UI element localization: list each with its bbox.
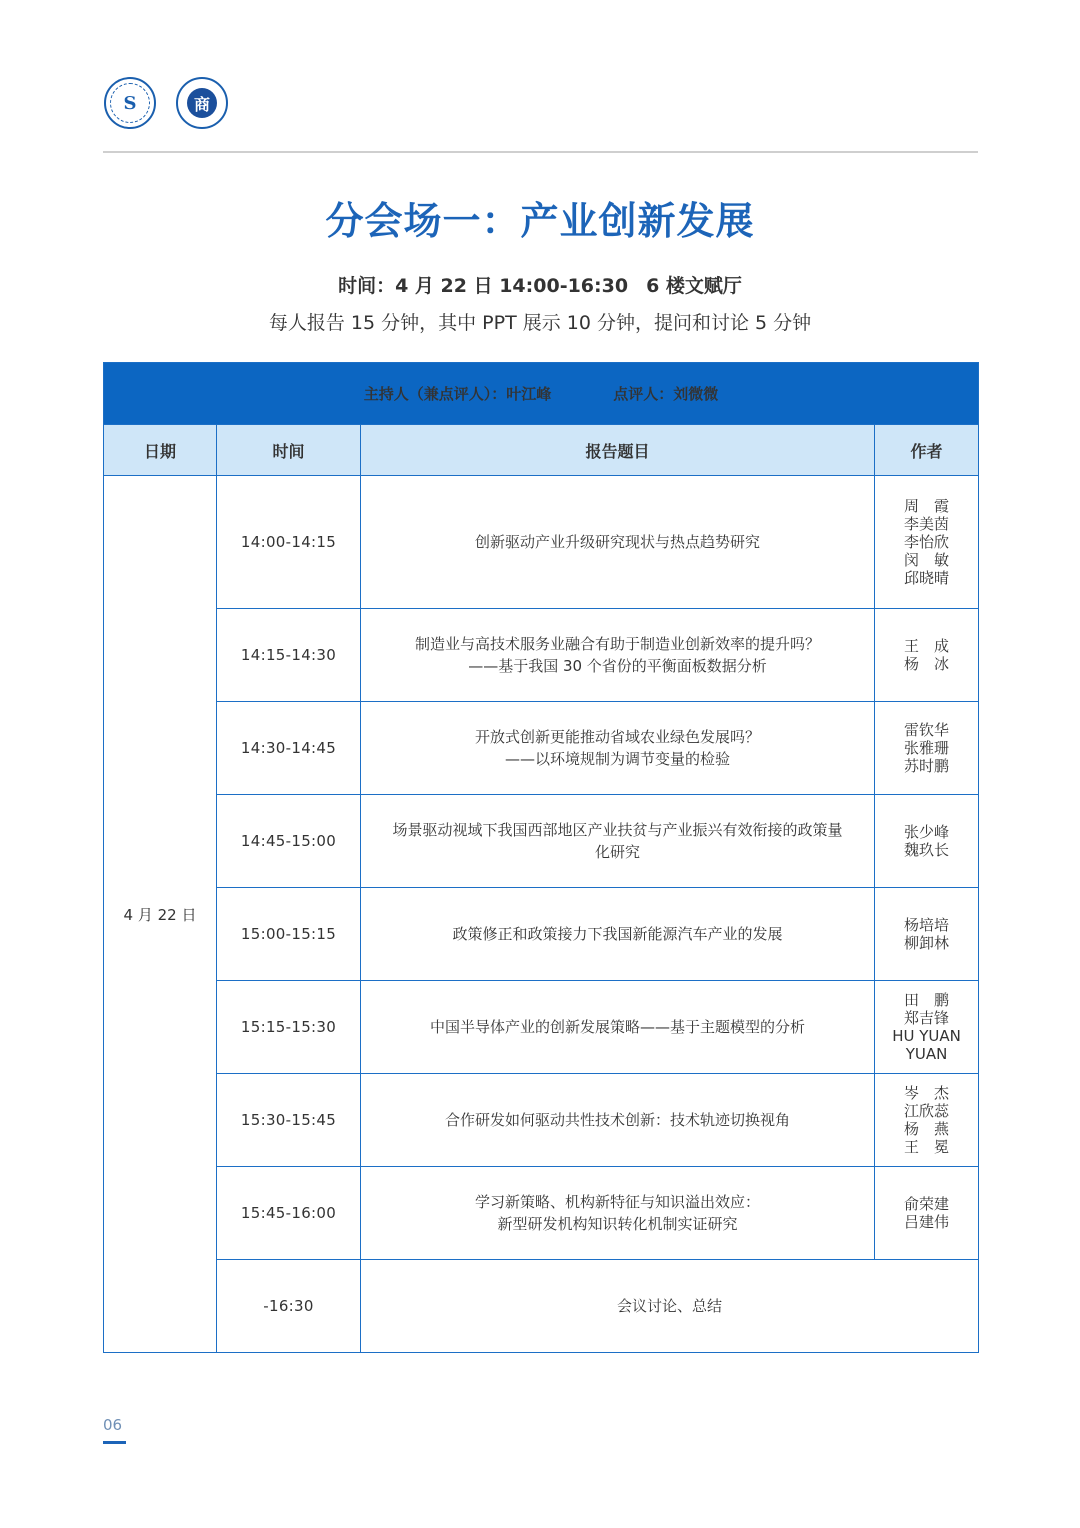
topic-cell <box>361 888 875 981</box>
session-time: 时间：4 月 22 日 14:00-16:30 <box>338 275 629 297</box>
table-row <box>104 795 979 888</box>
society-logo-glyph: S <box>123 92 137 114</box>
time-cell: 14:45-15:00 <box>217 795 361 888</box>
time-cell: -16:30 <box>217 1260 361 1353</box>
host-name: 主持人（兼点评人）：叶江峰 <box>363 385 552 403</box>
topic-cell <box>361 609 875 702</box>
table-row <box>104 476 979 609</box>
topic-line: 制造业与高技术服务业融合有助于制造业创新效率的提升吗？ <box>414 635 820 653</box>
author-name: 李怡欣 <box>904 533 950 551</box>
author-cell <box>875 888 979 981</box>
author-name: HU YUAN <box>892 1027 961 1045</box>
schedule-table <box>103 362 979 1353</box>
topic-line: 创新驱动产业升级研究现状与热点趋势研究 <box>474 533 760 551</box>
date-cell: 4 月 22 日 <box>104 476 217 1353</box>
time-cell: 15:45-16:00 <box>217 1167 361 1260</box>
institute-logo <box>176 77 228 129</box>
author-name: 杨培培 <box>904 916 950 934</box>
table-header-row <box>104 425 979 476</box>
author-cell <box>875 795 979 888</box>
author-name: 俞荣建 <box>904 1195 950 1213</box>
author-name: 周 霞 <box>904 497 950 515</box>
topic-line: 合作研发如何驱动共性技术创新：技术轨迹切换视角 <box>444 1111 790 1129</box>
topic-cell <box>361 981 875 1074</box>
author-cell <box>875 476 979 609</box>
table-row <box>104 1074 979 1167</box>
author-cell <box>875 702 979 795</box>
time-cell: 14:00-14:15 <box>217 476 361 609</box>
session-venue: 6 楼文赋厅 <box>646 275 742 297</box>
topic-line: 学习新策略、机构新特征与知识溢出效应： <box>474 1193 760 1211</box>
author-cell <box>875 1074 979 1167</box>
commentator-name: 点评人：刘微微 <box>613 385 719 403</box>
topic-cell <box>361 1074 875 1167</box>
author-name: 闵 敏 <box>904 551 950 569</box>
table-row <box>104 609 979 702</box>
session-schedule <box>0 271 1080 298</box>
host-cell <box>104 363 979 425</box>
author-name: 魏玖长 <box>904 841 950 859</box>
society-logo <box>104 77 156 129</box>
col-header-date: 日期 <box>104 425 217 476</box>
topic-line: ——基于我国 30 个省份的平衡面板数据分析 <box>468 657 767 675</box>
topic-cell <box>361 476 875 609</box>
page-number: 06 <box>103 1416 123 1434</box>
col-header-topic: 报告题目 <box>361 425 875 476</box>
author-name: 李美茵 <box>904 515 950 533</box>
session-rules: 每人报告 15 分钟，其中 PPT 展示 10 分钟，提问和讨论 5 分钟 <box>268 312 812 334</box>
time-cell: 14:30-14:45 <box>217 702 361 795</box>
author-cell <box>875 609 979 702</box>
col-header-authors: 作者 <box>875 425 979 476</box>
author-name: 郑吉锋 <box>904 1009 950 1027</box>
col-header-time: 时间 <box>217 425 361 476</box>
author-cell <box>875 1167 979 1260</box>
author-name: 杨 冰 <box>904 655 950 673</box>
topic-line: 化研究 <box>594 843 640 861</box>
author-name: 王 成 <box>904 637 950 655</box>
time-cell: 15:30-15:45 <box>217 1074 361 1167</box>
author-name: 岑 杰 <box>904 1084 950 1102</box>
topic-cell <box>361 1167 875 1260</box>
page-number-underline <box>103 1441 126 1444</box>
closing-topic-cell: 会议讨论、总结 <box>361 1260 979 1353</box>
author-name: YUAN <box>905 1045 948 1063</box>
time-cell: 14:15-14:30 <box>217 609 361 702</box>
author-name: 邱晓晴 <box>904 569 950 587</box>
time-cell: 15:00-15:15 <box>217 888 361 981</box>
topic-line: 政策修正和政策接力下我国新能源汽车产业的发展 <box>452 925 783 943</box>
topic-line: 开放式创新更能推动省域农业绿色发展吗？ <box>474 728 760 746</box>
table-row <box>104 888 979 981</box>
author-name: 张少峰 <box>904 823 950 841</box>
time-cell: 15:15-15:30 <box>217 981 361 1074</box>
author-name: 苏时鹏 <box>904 757 950 775</box>
author-name: 王 冕 <box>904 1138 950 1156</box>
page-title: 分会场一：产业创新发展 <box>325 199 755 243</box>
topic-line: 中国半导体产业的创新发展策略——基于主题模型的分析 <box>429 1018 805 1036</box>
author-name: 杨 燕 <box>904 1120 950 1138</box>
table-row <box>104 702 979 795</box>
topic-line: ——以环境规制为调节变量的检验 <box>504 750 730 768</box>
topic-line: 场景驱动视域下我国西部地区产业扶贫与产业振兴有效衔接的政策量 <box>392 821 843 839</box>
table-row <box>104 981 979 1074</box>
author-name: 田 鹏 <box>904 991 950 1009</box>
topic-line: 新型研发机构知识转化机制实证研究 <box>497 1215 738 1233</box>
host-row <box>104 363 979 425</box>
topic-cell <box>361 702 875 795</box>
author-cell <box>875 981 979 1074</box>
author-name: 张雅珊 <box>904 739 950 757</box>
author-name: 柳卸林 <box>904 934 950 952</box>
topic-cell <box>361 795 875 888</box>
closing-row <box>104 1260 979 1353</box>
header-divider <box>103 151 978 153</box>
table-row <box>104 1167 979 1260</box>
author-name: 江欣蕊 <box>904 1102 950 1120</box>
author-name: 吕建伟 <box>904 1213 950 1231</box>
author-name: 雷钦华 <box>904 721 950 739</box>
institute-logo-glyph: 商 <box>193 94 210 114</box>
